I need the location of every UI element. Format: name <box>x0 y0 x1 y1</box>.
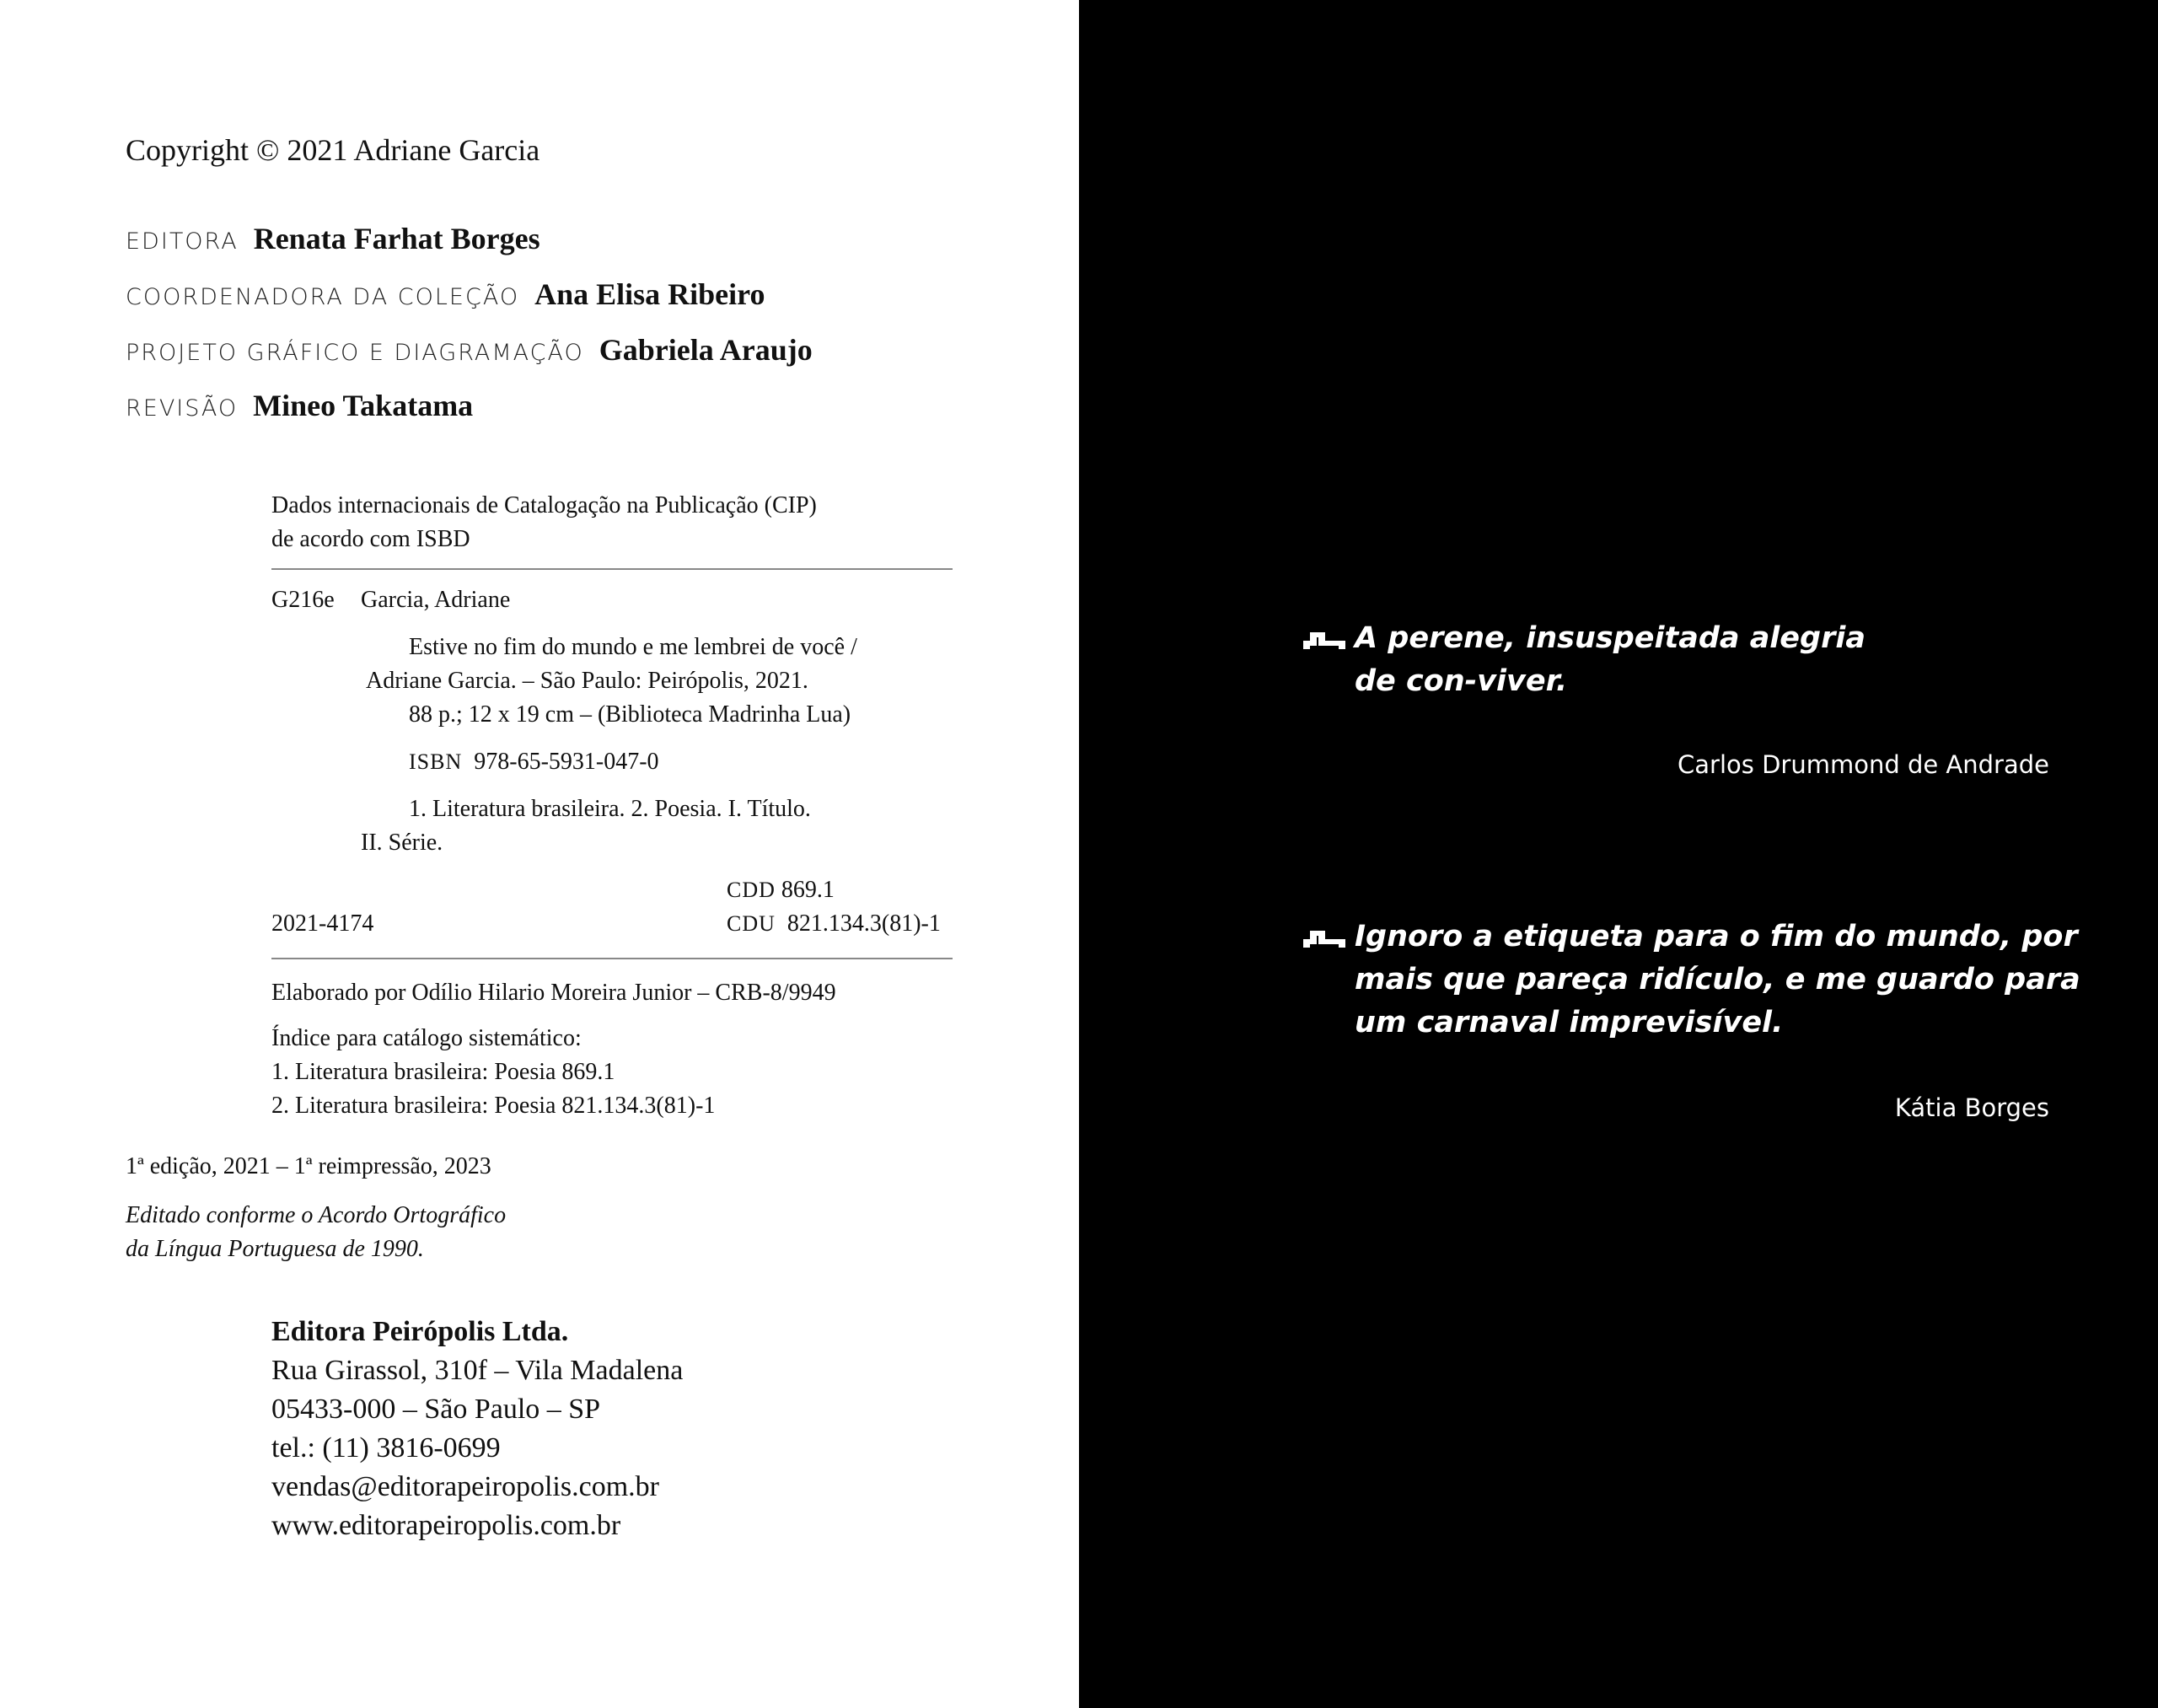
edition-line: 1ª edição, 2021 – 1ª reimpressão, 2023 <box>126 1153 491 1179</box>
cip-header-line2: de acordo com ISBD <box>271 526 470 552</box>
cip-index-item2: 2. Literatura brasileira: Poesia 821.134.3(81)-1 <box>271 1093 716 1119</box>
publisher-city: 05433-000 – São Paulo – SP <box>271 1394 601 1425</box>
cip-cdu-line <box>727 907 941 941</box>
cip-librarian: Elaborado por Odílio Hilario Moreira Junior – CRB-8/9949 <box>271 980 836 1006</box>
cip-title-line3: 88 p.; 12 x 19 cm – (Biblioteca Madrinha Lua) <box>409 701 851 728</box>
cdu-value: 821.134.3(81)-1 <box>786 910 941 937</box>
cip-author: Garcia, Adriane <box>361 587 511 613</box>
cip-call-number: G216e <box>271 587 335 613</box>
cip-subjects-line1: 1. Literatura brasileira. 2. Poesia. I. Título. <box>409 796 811 822</box>
epigraph-2-author: Kátia Borges <box>1894 1093 2049 1122</box>
isbn-label: ISBN <box>409 749 463 774</box>
credit-role: REVISÃO <box>126 395 239 422</box>
agreement-line1: Editado conforme o Acordo Ortográfico <box>126 1202 507 1228</box>
credit-name: Ana Elisa Ribeiro <box>534 277 765 311</box>
publisher-name: Editora Peirópolis Ltda. <box>271 1316 569 1347</box>
bracket-mark-icon <box>1303 629 1345 649</box>
isbn-value: 978-65-5931-047-0 <box>474 749 659 775</box>
cip-bottom-rule <box>271 958 953 959</box>
epigraph-1-line2: de con-viver. <box>1355 664 1568 698</box>
cdd-label: CDD <box>727 878 776 902</box>
cdu-label: CDU <box>727 911 776 936</box>
publisher-phone: tel.: (11) 3816-0699 <box>271 1432 501 1464</box>
credit-name: Gabriela Araujo <box>599 333 813 367</box>
cip-index-title: Índice para catálogo sistemático: <box>271 1025 582 1051</box>
credit-role: PROJETO GRÁFICO E DIAGRAMAÇÃO <box>126 340 584 366</box>
agreement-line2: da Língua Portuguesa de 1990. <box>126 1236 424 1262</box>
cip-subjects-line2: II. Série. <box>361 830 443 856</box>
publisher-website[interactable]: www.editorapeiropolis.com.br <box>271 1510 621 1541</box>
epigraph-2-line3: um carnaval imprevisível. <box>1355 1006 1784 1039</box>
epigraph-1-author: Carlos Drummond de Andrade <box>1678 750 2049 779</box>
credit-revisao <box>126 387 473 427</box>
credit-editora <box>126 220 540 260</box>
bracket-mark-icon <box>1303 927 1345 948</box>
epigraph-2-line1: Ignoro a etiqueta para o fim do mundo, por <box>1355 920 2078 953</box>
epigraph-1-line1: A perene, insuspeitada alegria <box>1355 621 1865 655</box>
cip-index-item1: 1. Literatura brasileira: Poesia 869.1 <box>271 1059 615 1085</box>
publisher-email[interactable]: vendas@editorapeiropolis.com.br <box>271 1471 659 1502</box>
cdd-value: 869.1 <box>781 877 835 903</box>
cip-cdd-line <box>727 873 835 907</box>
cip-isbn-line <box>409 745 659 779</box>
cip-top-rule <box>271 568 953 570</box>
credit-projeto-grafico <box>126 331 813 372</box>
credit-role: COORDENADORA DA COLEÇÃO <box>126 284 520 310</box>
cip-header-line1: Dados internacionais de Catalogação na Publicação (CIP) <box>271 492 817 518</box>
credit-name: Renata Farhat Borges <box>253 222 540 255</box>
cip-record-number: 2021-4174 <box>271 910 374 937</box>
credit-role: EDITORA <box>126 228 239 255</box>
cip-title-line1: Estive no fim do mundo e me lembrei de você / <box>409 634 857 660</box>
copyright-line: Copyright © 2021 Adriane Garcia <box>126 133 540 167</box>
epigraph-2-line2: mais que pareça ridículo, e me guardo para <box>1355 963 2080 996</box>
credit-name: Mineo Takatama <box>253 389 474 422</box>
publisher-street: Rua Girassol, 310f – Vila Madalena <box>271 1355 684 1386</box>
cip-title-line2: Adriane Garcia. – São Paulo: Peirópolis, 2021. <box>366 668 808 694</box>
epigraph-page <box>1079 0 2158 1708</box>
credit-coordenadora <box>126 276 765 316</box>
